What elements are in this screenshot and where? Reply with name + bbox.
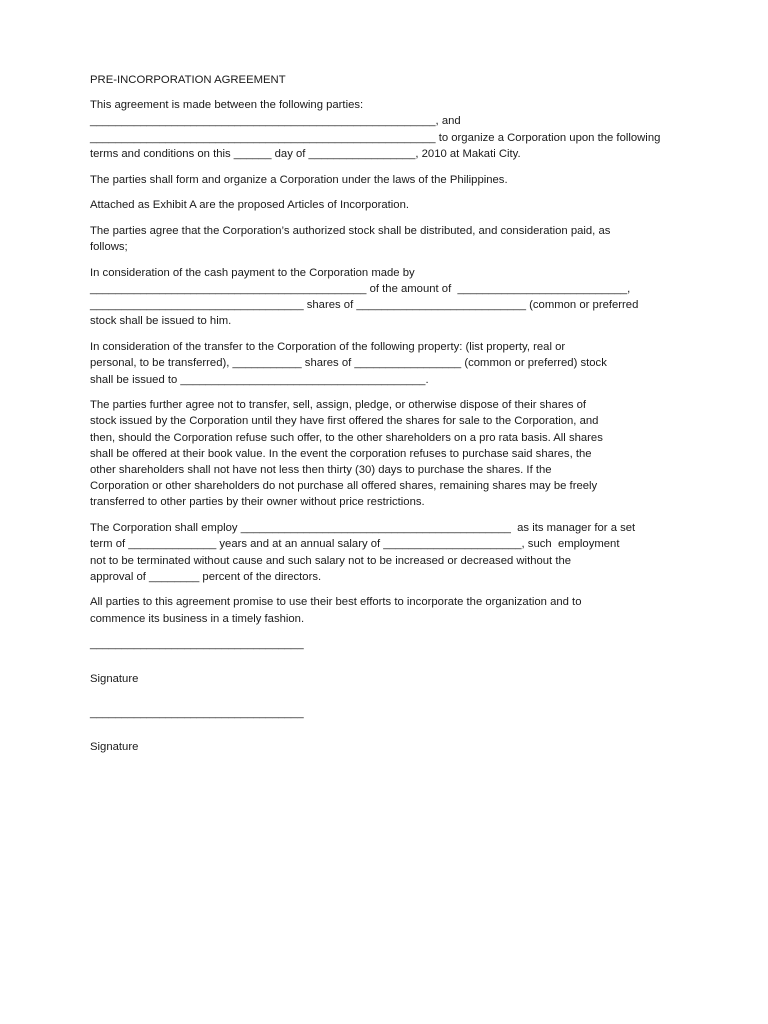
signature-line[interactable]: __________________________________ xyxy=(90,638,304,651)
cash-paragraph xyxy=(90,265,690,330)
property-line: personal, to be transferred), ___________ shares of _________________ (common or preferred) stock xyxy=(90,357,607,370)
exhibit-line: Attached as Exhibit A are the proposed Articles of Incorporation. xyxy=(90,199,410,212)
transfer-line: then, should the Corporation refuse such offer, to the other shareholders on a pro rata basis. All shares xyxy=(90,431,603,444)
promise-line: All parties to this agreement promise to use their best efforts to incorporate the organization and to xyxy=(90,596,582,609)
employ-paragraph xyxy=(90,520,690,585)
signature-label: Signature xyxy=(90,741,139,753)
employ-line: term of ______________ years and at an annual salary of ______________________, such employment xyxy=(90,538,620,551)
cash-line: __________________________________ shares of ___________________________ (common or preferred xyxy=(90,299,639,312)
employ-line: not to be terminated without cause and such salary not to be increased or decreased without the xyxy=(90,554,572,567)
transfer-line: The parties further agree not to transfer, sell, assign, pledge, or otherwise dispose of their shares of xyxy=(90,399,587,412)
transfer-line: transferred to other parties by their owner without price restrictions. xyxy=(90,496,425,509)
employ-line: approval of ________ percent of the directors. xyxy=(90,570,322,583)
signature-label: Signature xyxy=(90,672,139,685)
intro-line: This agreement is made between the following parties: xyxy=(90,99,364,112)
exhibit-paragraph xyxy=(90,197,690,213)
transfer-line: other shareholders shall not have not less then thirty (30) days to purchase the shares. If the xyxy=(90,464,552,477)
form-paragraph xyxy=(90,172,690,188)
property-paragraph xyxy=(90,339,690,388)
stock-paragraph xyxy=(90,223,690,255)
party-two-blank: _______________________________________________________ to organize a Corporation upon the following xyxy=(90,131,661,144)
cash-line: ____________________________________________ of the amount of ___________________________, xyxy=(90,283,631,296)
transfer-line: shall be offered at their book value. In the event the corporation refuses to purchase said shares, the xyxy=(90,447,592,460)
transfer-line: Corporation or other shareholders do not purchase all offered shares, remaining shares may be freely xyxy=(90,480,598,493)
promise-paragraph xyxy=(90,594,690,626)
transfer-paragraph xyxy=(90,397,690,510)
form-line: The parties shall form and organize a Corporation under the laws of the Philippines. xyxy=(90,173,508,186)
stock-line: The parties agree that the Corporation’s authorized stock shall be distributed, and consideration paid, as xyxy=(90,224,611,237)
employ-line: The Corporation shall employ ___________________________________________ as its manager for a set xyxy=(90,522,636,535)
property-line: shall be issued to _______________________________________. xyxy=(90,373,429,386)
intro-paragraph xyxy=(90,97,690,162)
promise-line: commence its business in a timely fashion. xyxy=(90,612,305,625)
date-location-line: terms and conditions on this ______ day of _________________, 2010 at Makati City. xyxy=(90,147,521,160)
stock-line: follows; xyxy=(90,241,128,254)
property-line: In consideration of the transfer to the Corporation of the following property: (list property, real or xyxy=(90,341,566,354)
party-one-blank: _______________________________________________________, and xyxy=(90,115,461,128)
transfer-line: stock issued by the Corporation until they have first offered the shares for sale to the Corporation, and xyxy=(90,415,599,428)
signature-line[interactable]: __________________________________ xyxy=(90,706,304,719)
cash-line: In consideration of the cash payment to the Corporation made by xyxy=(90,266,415,279)
signature-block xyxy=(90,636,690,755)
cash-line: stock shall be issued to him. xyxy=(90,315,232,328)
document-title: PRE-INCORPORATION AGREEMENT xyxy=(90,74,286,86)
document-page xyxy=(90,72,690,773)
